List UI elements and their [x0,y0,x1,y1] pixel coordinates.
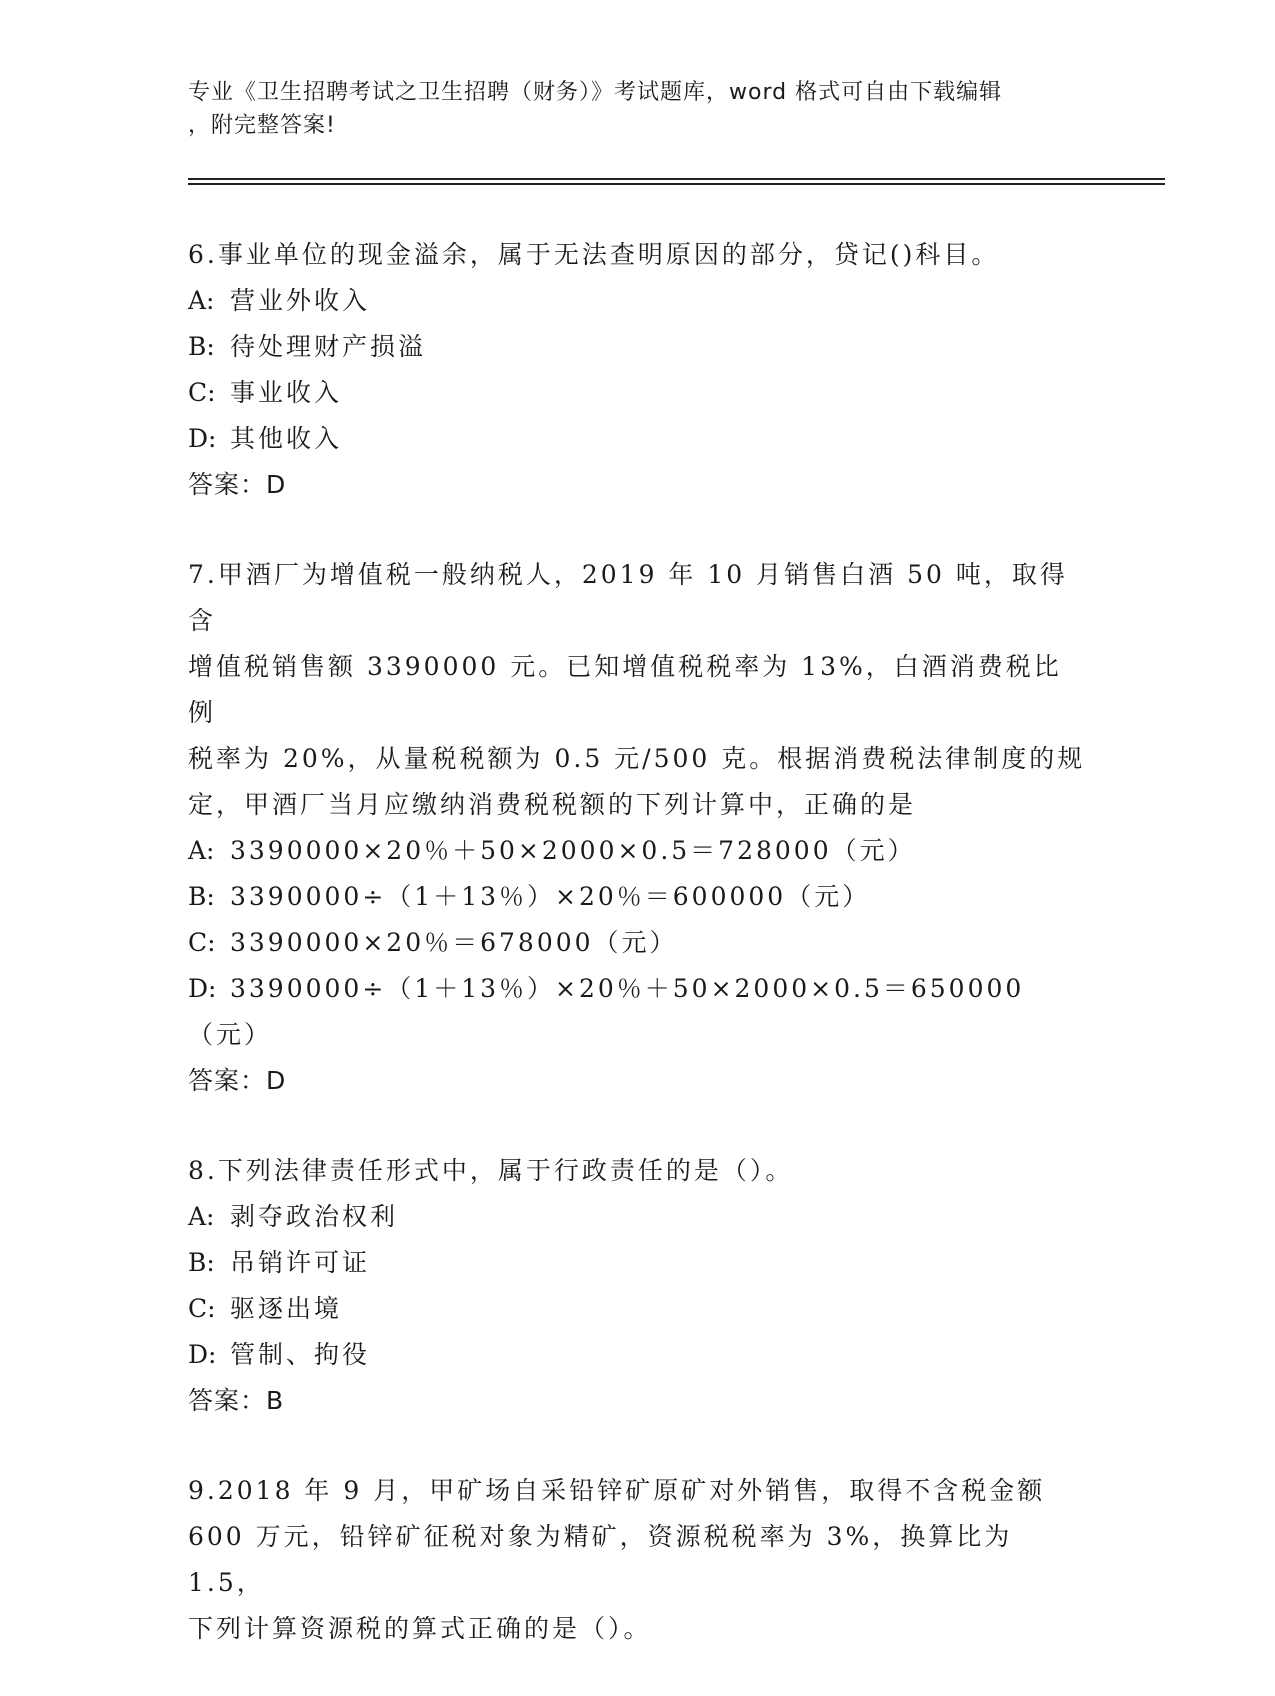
option-letter: D: [188,424,217,453]
option-letter: C: [188,378,216,407]
option-text: 3390000÷（1＋13％）×20％＋50×2000×0.5＝650000（元） [188,974,1025,1049]
option-text: 营业外收入 [230,286,371,315]
answer-option [188,1332,1088,1378]
answer-option [188,1194,1088,1240]
option-letter: C: [188,928,216,957]
question-block [188,232,1088,508]
question-stem-line: 增值税销售额 3390000 元。已知增值税税率为 13%，白酒消费税比例 [188,652,1062,727]
option-letter: D: [188,974,217,1003]
answer-option [188,874,1088,920]
question-stem-line: 下列计算资源税的算式正确的是（）。 [188,1614,652,1643]
answer-option [188,920,1088,966]
option-letter: A: [188,286,215,315]
option-text: 吊销许可证 [230,1248,371,1277]
option-text: 事业收入 [230,378,343,407]
answer-option [188,324,1088,370]
answer-option [188,278,1088,324]
question-stem-line: 税率为 20%，从量税税额为 0.5 元/500 克。根据消费税法律制度的规 [188,744,1086,773]
option-text: 3390000÷（1＋13％）×20％＝600000（元） [230,882,871,911]
answer-option [188,1240,1088,1286]
question-list [188,232,1088,1696]
option-letter: B: [188,1248,215,1277]
answer-option [188,828,1088,874]
option-text: 3390000×20％＝678000（元） [230,928,678,957]
question-stem-line: 6.事业单位的现金溢余，属于无法查明原因的部分，贷记()科目。 [188,240,1000,269]
option-text: 其他收入 [230,424,343,453]
question-block [188,1148,1088,1424]
question-stem-line: 9.2018 年 9 月，甲矿场自采铅锌矿原矿对外销售，取得不含税金额 [188,1476,1046,1505]
answer-key: 答案：B [188,1386,285,1415]
option-text: 3390000×20％＋50×2000×0.5＝728000（元） [230,836,916,865]
answer-key: 答案：D [188,470,287,499]
question-stem-line: 600 万元，铅锌矿征税对象为精矿，资源税税率为 3%，换算比为 1.5， [188,1522,1013,1597]
header-divider-bottom [188,183,1165,185]
option-text: 剥夺政治权利 [230,1202,399,1231]
document-header [188,76,1088,142]
question-stem-line: 7.甲酒厂为增值税一般纳税人，2019 年 10 月销售白酒 50 吨，取得含 [188,560,1068,635]
option-letter: B: [188,882,215,911]
question-stem-line: 定，甲酒厂当月应缴纳消费税税额的下列计算中，正确的是 [188,790,917,819]
answer-option [188,370,1088,416]
option-letter: D: [188,1340,217,1369]
header-line-2: ，附完整答案! [188,113,336,138]
answer-key: 答案：D [188,1066,287,1095]
option-letter: C: [188,1294,216,1323]
answer-option [188,416,1088,462]
option-letter: B: [188,332,215,361]
question-stem-line: 8.下列法律责任形式中，属于行政责任的是（）。 [188,1156,794,1185]
option-letter: A: [188,836,215,865]
question-block [188,1468,1088,1652]
option-text: 待处理财产损溢 [230,332,427,361]
answer-option [188,966,1088,1058]
header-divider-top [188,178,1165,180]
option-text: 驱逐出境 [230,1294,343,1323]
option-text: 管制、拘役 [230,1340,371,1369]
question-block [188,552,1088,1104]
header-line-1: 专业《卫生招聘考试之卫生招聘（财务）》考试题库，word 格式可自由下载编辑 [188,80,1003,105]
option-letter: A: [188,1202,215,1231]
answer-option [188,1286,1088,1332]
